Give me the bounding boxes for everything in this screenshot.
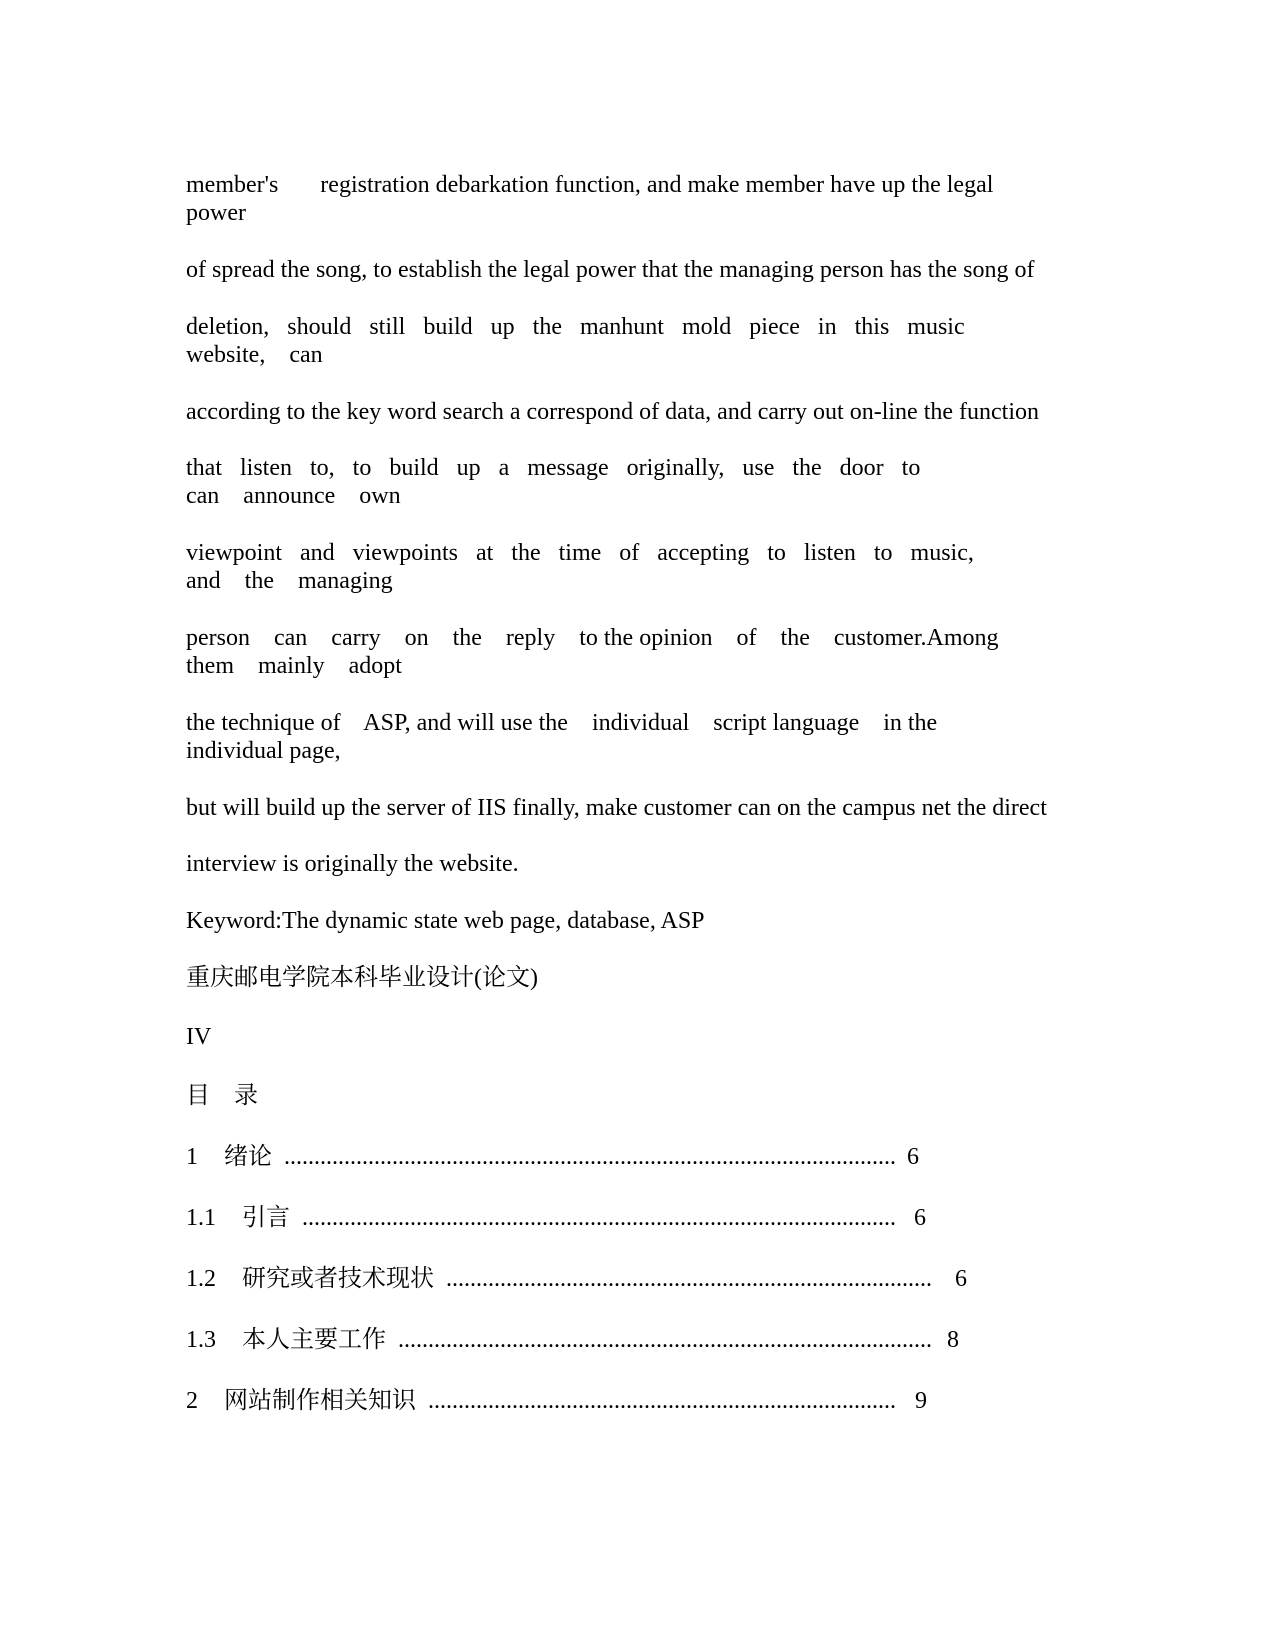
abstract-line-1a: member's registration debarkation function, and make member have up the legal	[186, 172, 994, 198]
toc-entry-number: 1.2	[186, 1266, 216, 1292]
toc-entry-page: 6	[914, 1205, 926, 1231]
abstract-line-2: of spread the song, to establish the legal power that the managing person has the song of	[186, 257, 1035, 283]
abstract-line-6b: and the managing	[186, 568, 393, 594]
toc-entry-leader: ..............................................................................	[428, 1388, 896, 1414]
page-number: IV	[186, 1024, 212, 1050]
toc-entry-page: 6	[955, 1266, 967, 1292]
abstract-line-8a: the technique of ASP, and will use the individual script language in the	[186, 710, 938, 736]
abstract-line-7b: them mainly adopt	[186, 653, 402, 679]
abstract-line-6a: viewpoint and viewpoints at the time of accepting to listen to music,	[186, 540, 974, 566]
abstract-line-3b: website, can	[186, 342, 323, 368]
school-header: 重庆邮电学院本科毕业设计(论文)	[186, 965, 538, 991]
abstract-line-10: interview is originally the website.	[186, 851, 519, 877]
toc-entry-leader: .................................................................................	[446, 1266, 932, 1292]
toc-entry-title: 网站制作相关知识	[224, 1388, 416, 1414]
toc-entry[interactable]	[186, 1387, 927, 1416]
toc-entry-number: 1.3	[186, 1327, 216, 1353]
toc-entry-page: 6	[907, 1144, 919, 1170]
toc-entry-title: 引言	[242, 1205, 290, 1231]
abstract-line-4: according to the key word search a correspond of data, and carry out on-line the function	[186, 399, 1040, 425]
abstract-line-5a: that listen to, to build up a message originally, use the door to	[186, 455, 921, 481]
toc-entry[interactable]	[186, 1204, 926, 1233]
abstract-line-8b: individual page,	[186, 738, 341, 764]
toc-entry[interactable]	[186, 1143, 919, 1172]
toc-entry-number: 1.1	[186, 1205, 216, 1231]
toc-entry-page: 9	[915, 1388, 927, 1414]
toc-entry[interactable]	[186, 1265, 967, 1294]
toc-entry-leader: ......................................................................................................	[284, 1144, 896, 1170]
abstract-line-1b: power	[186, 200, 246, 226]
toc-entry-title: 研究或者技术现状	[242, 1266, 434, 1292]
toc-entry-leader: ...................................................................................................	[302, 1205, 896, 1231]
toc-entry-number: 1	[186, 1144, 198, 1170]
toc-entry-page: 8	[947, 1327, 959, 1353]
abstract-line-7a: person can carry on the reply to the opinion of the customer.Among	[186, 625, 999, 651]
toc-entry[interactable]	[186, 1326, 959, 1355]
abstract-line-5b: can announce own	[186, 483, 401, 509]
abstract-line-3a: deletion, should still build up the manhunt mold piece in this music	[186, 314, 965, 340]
toc-entry-leader: .........................................................................................	[398, 1327, 932, 1353]
toc-title: 目 录	[186, 1083, 258, 1109]
abstract-line-9: but will build up the server of IIS finally, make customer can on the campus net the direct	[186, 795, 1047, 821]
keyword-line: Keyword:The dynamic state web page, database, ASP	[186, 908, 705, 934]
toc-entry-title: 本人主要工作	[242, 1327, 386, 1353]
toc-entry-title: 绪论	[224, 1144, 272, 1170]
toc-entry-number: 2	[186, 1388, 198, 1414]
